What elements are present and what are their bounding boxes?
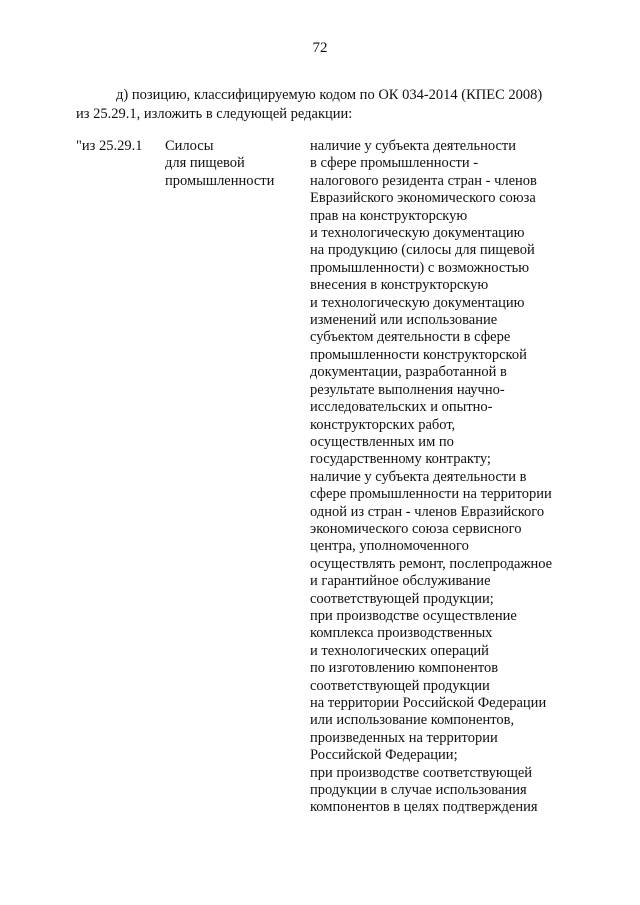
requirement-line: одной из стран - членов Евразийского xyxy=(310,503,545,520)
requirement-line: экономического союза сервисного xyxy=(310,520,522,537)
requirement-line: конструкторских работ, xyxy=(310,416,456,433)
requirement-line: наличие у субъекта деятельности в xyxy=(310,468,527,485)
requirement-line: государственному контракту; xyxy=(310,451,491,468)
requirement-line: сфере промышленности на территории xyxy=(310,486,552,503)
product-name-line: Силосы xyxy=(165,138,214,154)
requirement-line: центра, уполномоченного xyxy=(310,538,469,555)
requirement-line: при производстве соответствующей xyxy=(310,764,533,781)
requirement-line: и технологическую документацию xyxy=(310,294,525,311)
requirement-line: прав на конструкторскую xyxy=(310,207,468,224)
requirement-line: наличие у субъекта деятельности xyxy=(310,138,516,154)
requirement-line: результате выполнения научно- xyxy=(310,381,505,398)
requirement-line: произведенных на территории xyxy=(310,729,498,746)
product-name-line: промышленности xyxy=(165,172,275,189)
requirements xyxy=(310,138,572,817)
table-row xyxy=(76,138,576,838)
requirement-line: при производстве осуществление xyxy=(310,607,517,624)
requirement-line: на продукцию (силосы для пищевой xyxy=(310,242,535,259)
requirement-line: изменений или использование xyxy=(310,312,498,329)
product-name xyxy=(165,138,295,190)
requirement-line: промышленности) с возможностью xyxy=(310,259,530,276)
requirement-line: продукции в случае использования xyxy=(310,782,527,799)
requirement-line: промышленности конструкторской xyxy=(310,346,527,363)
requirement-line: осуществленных им по xyxy=(310,433,454,450)
requirement-line: налогового резидента стран - членов xyxy=(310,172,537,189)
requirement-line: и технологических операций xyxy=(310,642,489,659)
requirement-line: Российской Федерации; xyxy=(310,747,458,764)
intro-paragraph xyxy=(76,86,576,124)
product-name-line: для пищевой xyxy=(165,155,245,172)
requirement-line: и технологическую документацию xyxy=(310,225,525,242)
requirement-line: по изготовлению компонентов xyxy=(310,660,499,677)
requirement-line: субъектом деятельности в сфере xyxy=(310,329,511,346)
requirement-line: компонентов в целях подтверждения xyxy=(310,799,538,816)
requirement-line: исследовательских и опытно- xyxy=(310,399,493,416)
requirement-line: и гарантийное обслуживание xyxy=(310,573,491,590)
intro-line-2: из 25.29.1, изложить в следующей редакции: xyxy=(76,106,353,122)
requirement-line: или использование компонентов, xyxy=(310,712,515,729)
requirement-line: документации, разработанной в xyxy=(310,364,507,381)
position-code: "из 25.29.1 xyxy=(76,138,143,154)
requirement-line: Евразийского экономического союза xyxy=(310,190,536,207)
requirement-line: внесения в конструкторскую xyxy=(310,277,489,294)
requirement-line: комплекса производственных xyxy=(310,625,493,642)
requirement-line: осуществлять ремонт, послепродажное xyxy=(310,555,553,572)
page-number: 72 xyxy=(312,40,328,56)
intro-line-1: д) позицию, классифицируемую кодом по ОК 034-2014 (КПЕС 2008) xyxy=(116,87,543,103)
requirement-line: на территории Российской Федерации xyxy=(310,695,547,711)
requirement-line: в сфере промышленности - xyxy=(310,155,479,172)
requirement-line: соответствующей продукции xyxy=(310,677,490,694)
requirement-line: соответствующей продукции; xyxy=(310,590,494,607)
